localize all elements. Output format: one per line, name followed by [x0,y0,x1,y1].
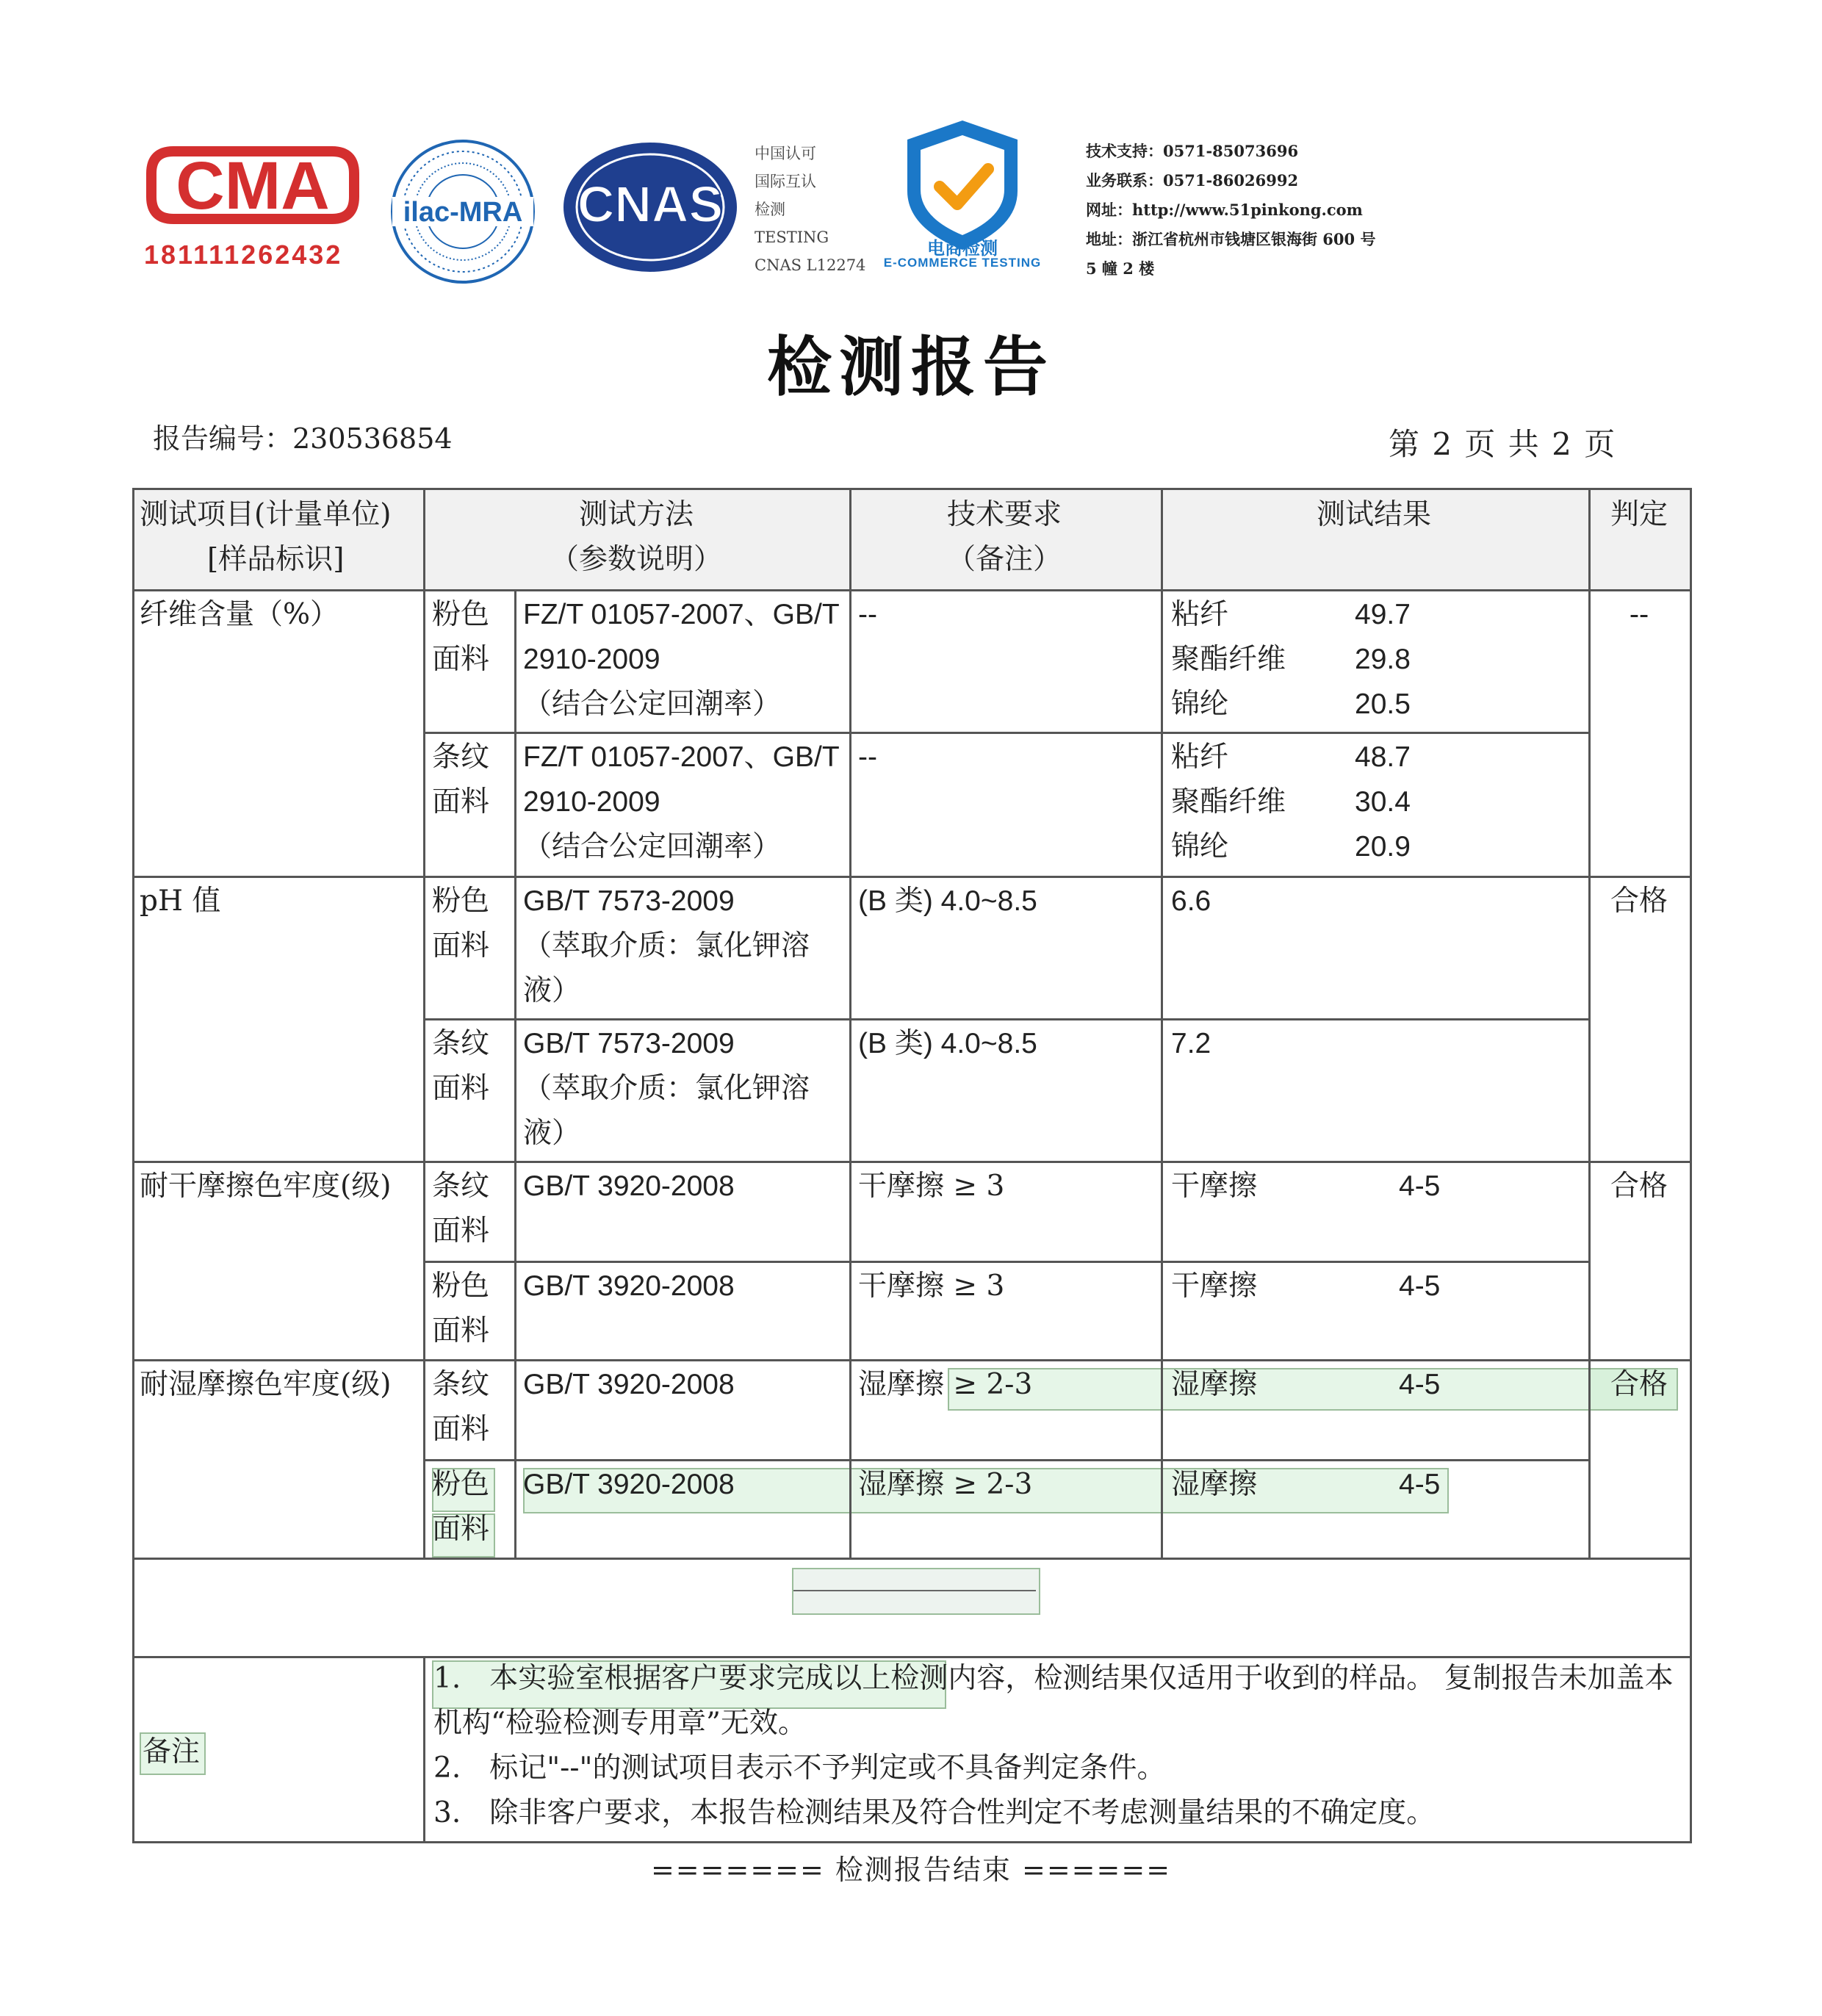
sample-label [432,879,489,968]
report-number: 报告编号：230536854 [153,422,453,455]
report-title: 检测报告 [766,328,1055,405]
requirement-cell: 湿摩擦 ≥ 2-3 [858,1468,1033,1501]
method-line: FZ/T 01057-2007、GB/T [523,741,840,773]
method-line: GB/T 7573-2009 [523,885,735,917]
cma-logo-graphic [144,138,361,232]
header-method-line2: （参数说明） [550,543,722,576]
item-ph-value: pH 值 [140,885,221,918]
method-cell: GB/T 3920-2008 [523,1170,735,1202]
notes-list [433,1656,1690,1835]
method-line: GB/T 7573-2009 [523,1028,735,1059]
sample-label-line: 条纹 [432,1027,490,1060]
header-requirement-line1: 技术要求 [946,498,1062,531]
cnas-line: 国际互认 [755,173,816,190]
item-fiber-content: 纤维含量（%） [140,598,339,631]
sample-label-line: 条纹 [432,741,490,774]
sample-label [432,1362,489,1452]
method-cell [523,879,854,1013]
result-value: 49.7 [1355,599,1411,630]
header-requirement-line2: （备注） [946,543,1062,576]
result-row [1171,637,1582,682]
item-dry-rubbing-fastness: 耐干摩擦色牢度(级) [140,1170,392,1203]
sample-label-line: 面料 [432,643,490,676]
sample-label-line: 面料 [432,929,490,962]
sample-label-line: 粉色 [432,1468,490,1501]
header-requirement [849,492,1160,582]
method-line: （萃取介质：氯化钾溶 [523,1072,810,1105]
result-label: 锦纶 [1171,688,1229,721]
sample-label-line: 条纹 [432,1170,490,1203]
cma-number: 181111262432 [144,240,343,270]
ilac-logo-text: ilac-MRA [403,197,523,228]
contact-line: 网址：http://www.51pinkong.com [1086,201,1363,219]
table-col-rule [1161,488,1163,1560]
result-label: 湿摩擦 [1171,1368,1258,1401]
result-label: 干摩擦 [1171,1270,1258,1303]
ecommerce-logo-cn: 电商检测 [927,239,998,259]
requirement-cell: -- [858,599,877,630]
table-col-rule [514,589,516,1560]
sample-label [432,1264,489,1353]
table-rule [425,1018,1588,1020]
header-method [425,492,848,582]
sample-label [432,592,489,682]
cma-logo-text: CMA [176,148,330,223]
result-row [1171,592,1582,637]
table-border-top [132,488,1692,490]
note-item: 1. 本实验室根据客户要求完成以上检测内容，检测结果仅适用于收到的样品。 复制报告未加盖本机构“检验检测专用章”无效。 [433,1662,1674,1740]
sample-label-line: 条纹 [432,1368,490,1401]
result-cell: 6.6 [1171,885,1211,917]
verdict-fiber-content: -- [1629,598,1649,631]
page-indicator: 第 2 页 共 2 页 [1389,426,1617,462]
result-cell [1171,735,1582,869]
requirement-cell: (B 类) 4.0~8.5 [858,885,1037,917]
result-value: 20.5 [1355,688,1411,720]
highlight-box [792,1568,1040,1615]
result-row [1171,780,1582,824]
result-row [1171,682,1582,727]
note-item: 3. 除非客户要求，本报告检测结果及符合性判定不考虑测量结果的不确定度。 [433,1796,1436,1829]
result-label: 聚酯纤维 [1171,643,1286,676]
result-label: 粘纤 [1171,741,1229,774]
table-border-right [1690,488,1692,1843]
result-label: 湿摩擦 [1171,1468,1258,1501]
method-line: 液） [523,1117,581,1150]
result-value: 4-5 [1399,1170,1441,1202]
method-cell [523,592,854,727]
highlight-box [948,1368,1678,1411]
table-rule [132,876,1692,878]
contact-line: 业务联系：0571-86026992 [1086,171,1299,190]
method-cell [523,1021,854,1156]
method-line: 2910-2009 [523,644,660,675]
sample-label-line: 面料 [432,1513,490,1546]
method-line: （结合公定回潮率） [523,688,782,721]
sample-label-line: 面料 [432,1214,490,1248]
contact-line: 技术支持：0571-85073696 [1086,142,1299,160]
requirement-cell: (B 类) 4.0~8.5 [858,1028,1037,1059]
report-end-marker: ======= 检测报告结束 ====== [650,1854,1172,1886]
note-item: 2. 标记"--"的测试项目表示不予判定或不具备判定条件。 [433,1752,1166,1785]
result-label: 锦纶 [1171,830,1229,863]
cnas-logo-text: CNAS [577,176,724,233]
table-col-rule [423,488,425,1560]
sample-label [432,735,489,824]
table-rule [425,1261,1588,1263]
item-wet-rubbing-fastness: 耐湿摩擦色牢度(级) [140,1368,392,1401]
verdict-ph-value: 合格 [1610,885,1668,918]
ecommerce-logo-en: E-COMMERCE TESTING [883,256,1042,270]
result-label: 聚酯纤维 [1171,785,1286,818]
requirement-cell: 干摩擦 ≥ 3 [858,1270,1005,1303]
cnas-line: CNAS L12274 [755,256,866,274]
table-border-bottom [132,1841,1692,1843]
table-rule [425,1459,1588,1461]
result-value: 4-5 [1399,1469,1441,1500]
result-row [1171,824,1582,869]
result-label: 干摩擦 [1171,1170,1258,1203]
sample-label-line: 面料 [432,1413,490,1446]
verdict-dry-rubbing: 合格 [1610,1170,1668,1203]
table-rule [132,1161,1692,1163]
ilac-mra-logo [389,138,536,285]
cnas-line: TESTING [755,228,829,246]
method-cell: GB/T 3920-2008 [523,1270,735,1302]
table-col-rule [423,1656,425,1843]
cnas-accreditation-text [755,140,879,279]
header-verdict: 判定 [1610,498,1668,531]
header-item [140,492,428,582]
method-cell [523,735,854,869]
contact-line: 5 幢 2 楼 [1086,259,1155,278]
table-rule [425,732,1588,734]
result-value: 29.8 [1355,644,1411,675]
cnas-line: 检测 [755,201,785,218]
table-rule [132,1558,1692,1560]
sample-label-line: 面料 [432,785,490,818]
sample-label [432,1164,489,1253]
result-value: 48.7 [1355,741,1411,773]
method-cell: GB/T 3920-2008 [523,1469,735,1500]
result-value: 20.9 [1355,831,1411,863]
header-method-line1: 测试方法 [578,498,694,531]
result-label: 粘纤 [1171,598,1229,631]
result-value: 4-5 [1399,1270,1441,1302]
inner-rule [793,1590,1036,1591]
result-cell [1171,592,1582,727]
result-row [1171,735,1582,780]
method-line: 2910-2009 [523,786,660,818]
sample-label-line: 粉色 [432,885,490,918]
sample-label [432,1462,489,1552]
table-rule [132,1359,1692,1361]
result-value: 30.4 [1355,786,1411,818]
requirement-cell: -- [858,741,877,773]
result-cell: 7.2 [1171,1028,1211,1059]
sample-label-line: 粉色 [432,598,490,631]
sample-label-line: 面料 [432,1314,490,1347]
method-line: （结合公定回潮率） [523,830,782,863]
contact-info [1086,137,1468,284]
method-line: FZ/T 01057-2007、GB/T [523,599,840,630]
cnas-line: 中国认可 [755,145,816,162]
contact-line: 地址：浙江省杭州市钱塘区银海街 600 号 [1086,230,1376,248]
method-cell: GB/T 3920-2008 [523,1369,735,1400]
table-border-left [132,488,134,1843]
requirement-cell: 干摩擦 ≥ 3 [858,1170,1005,1203]
result-value: 4-5 [1399,1369,1441,1400]
header-result: 测试结果 [1316,498,1431,531]
requirement-cell: 湿摩擦 ≥ 2-3 [858,1368,1033,1401]
cnas-logo [558,140,742,276]
table-rule [132,589,1692,591]
sample-label-line: 面料 [432,1072,490,1105]
method-line: （萃取介质：氯化钾溶 [523,929,810,962]
sample-label-line: 粉色 [432,1270,490,1303]
header-item-line2: [样品标识] [207,543,345,576]
method-line: 液） [523,974,581,1007]
notes-label: 备注 [143,1735,201,1768]
verdict-wet-rubbing: 合格 [1610,1368,1668,1401]
sample-label [432,1021,489,1111]
header-item-line1: 测试项目(计量单位) [140,498,392,531]
